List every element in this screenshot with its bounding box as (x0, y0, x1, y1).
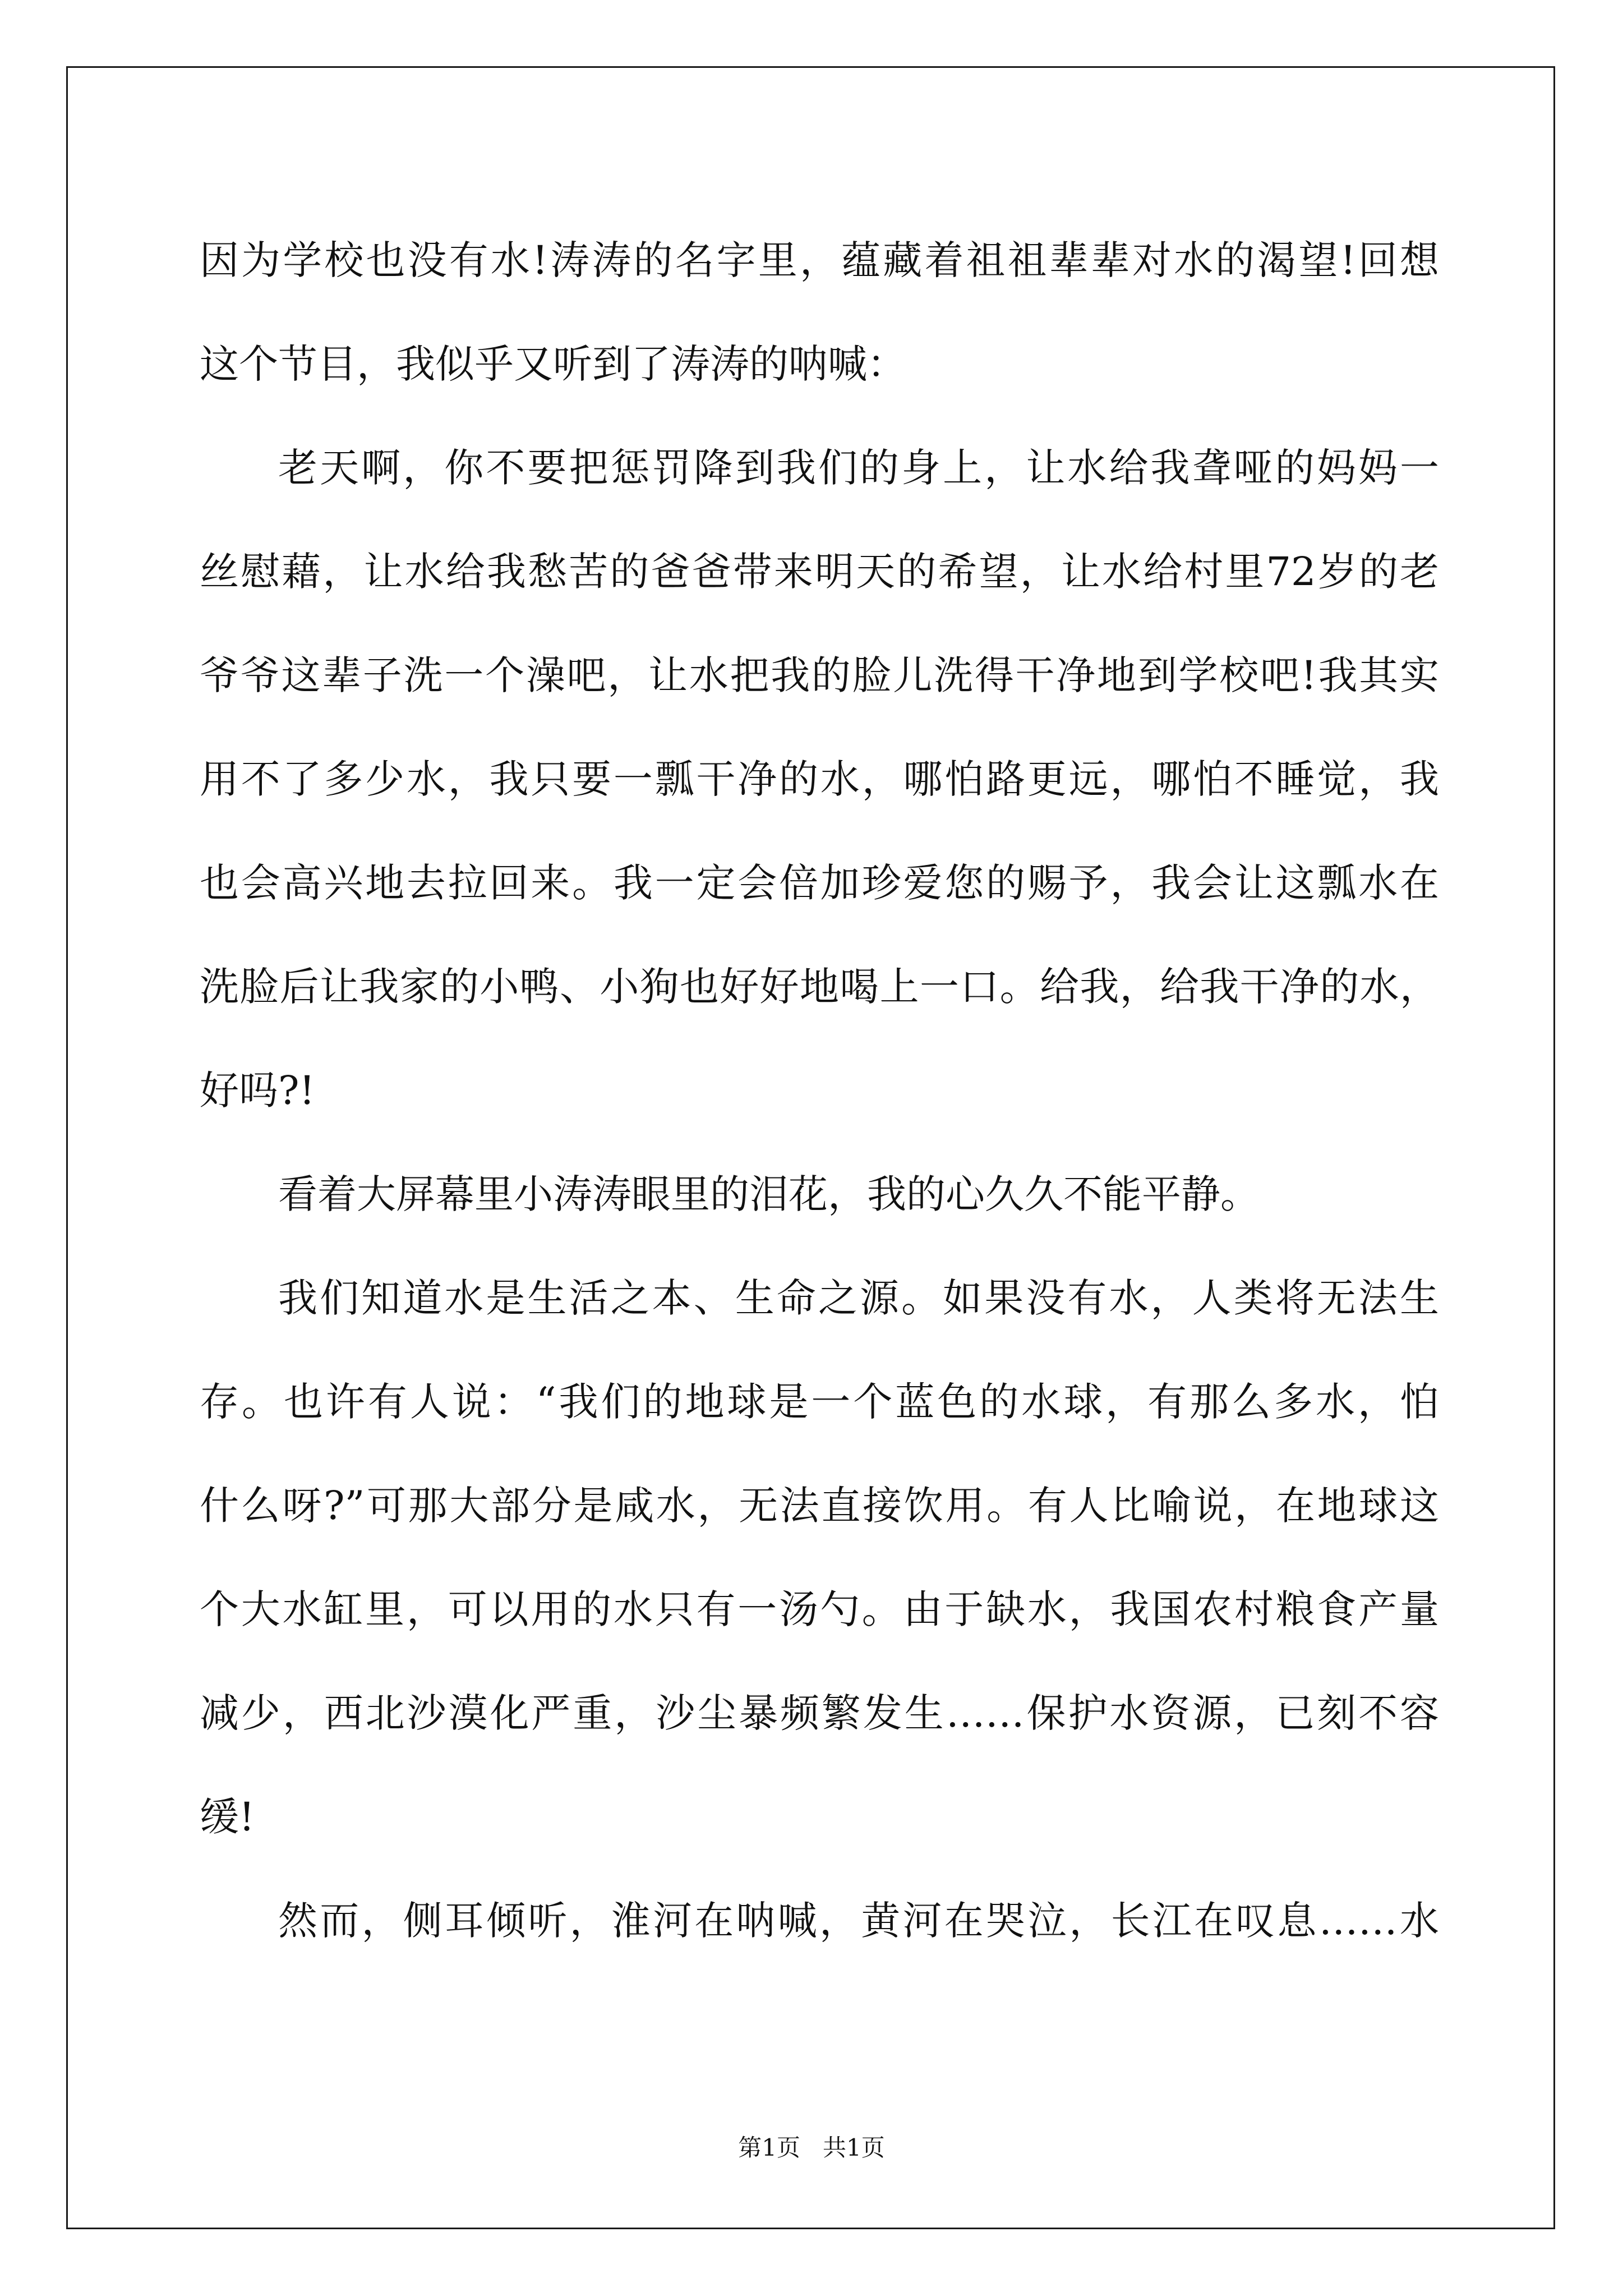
text-line: 缓! (200, 1794, 255, 1840)
text-line: 然而，侧耳倾听，淮河在呐喊，黄河在哭泣，长江在叹息……水 (278, 1898, 1439, 1944)
text-line: 老天啊，你不要把惩罚降到我们的身上，让水给我聋哑的妈妈一 (278, 445, 1439, 491)
text-line: 减少，西北沙漠化严重，沙尘暴频繁发生……保护水资源，已刻不容 (200, 1690, 1439, 1736)
text-line: 丝慰藉，让水给我愁苦的爸爸带来明天的希望，让水给村里72岁的老 (200, 549, 1439, 595)
document-body (200, 209, 1439, 1973)
text-line: 好吗?! (200, 1068, 315, 1114)
text-line: 因为学校也没有水!涛涛的名字里，蕴藏着祖祖辈辈对水的渴望!回想 (200, 237, 1439, 283)
text-line: 什么呀?”可那大部分是咸水，无法直接饮用。有人比喻说，在地球这 (200, 1483, 1439, 1529)
text-line: 用不了多少水，我只要一瓢干净的水，哪怕路更远，哪怕不睡觉，我 (200, 756, 1439, 802)
text-line: 也会高兴地去拉回来。我一定会倍加珍爱您的赐予，我会让这瓢水在 (200, 860, 1439, 906)
text-line: 存。也许有人说：“我们的地球是一个蓝色的水球，有那么多水，怕 (200, 1379, 1439, 1425)
text-line: 这个节目，我似乎又听到了涛涛的呐喊： (200, 341, 906, 387)
text-line: 爷爷这辈子洗一个澡吧，让水把我的脸儿洗得干净地到学校吧!我其实 (200, 652, 1439, 698)
text-line: 看着大屏幕里小涛涛眼里的泪花，我的心久久不能平静。 (278, 1171, 1260, 1217)
text-line: 洗脸后让我家的小鸭、小狗也好好地喝上一口。给我，给我干净的水， (200, 964, 1439, 1010)
page-footer: 第1页 共1页 (738, 2134, 885, 2161)
text-line: 我们知道水是生活之本、生命之源。如果没有水，人类将无法生 (278, 1275, 1439, 1321)
text-line: 个大水缸里，可以用的水只有一汤勺。由于缺水，我国农村粮食产量 (200, 1586, 1439, 1632)
